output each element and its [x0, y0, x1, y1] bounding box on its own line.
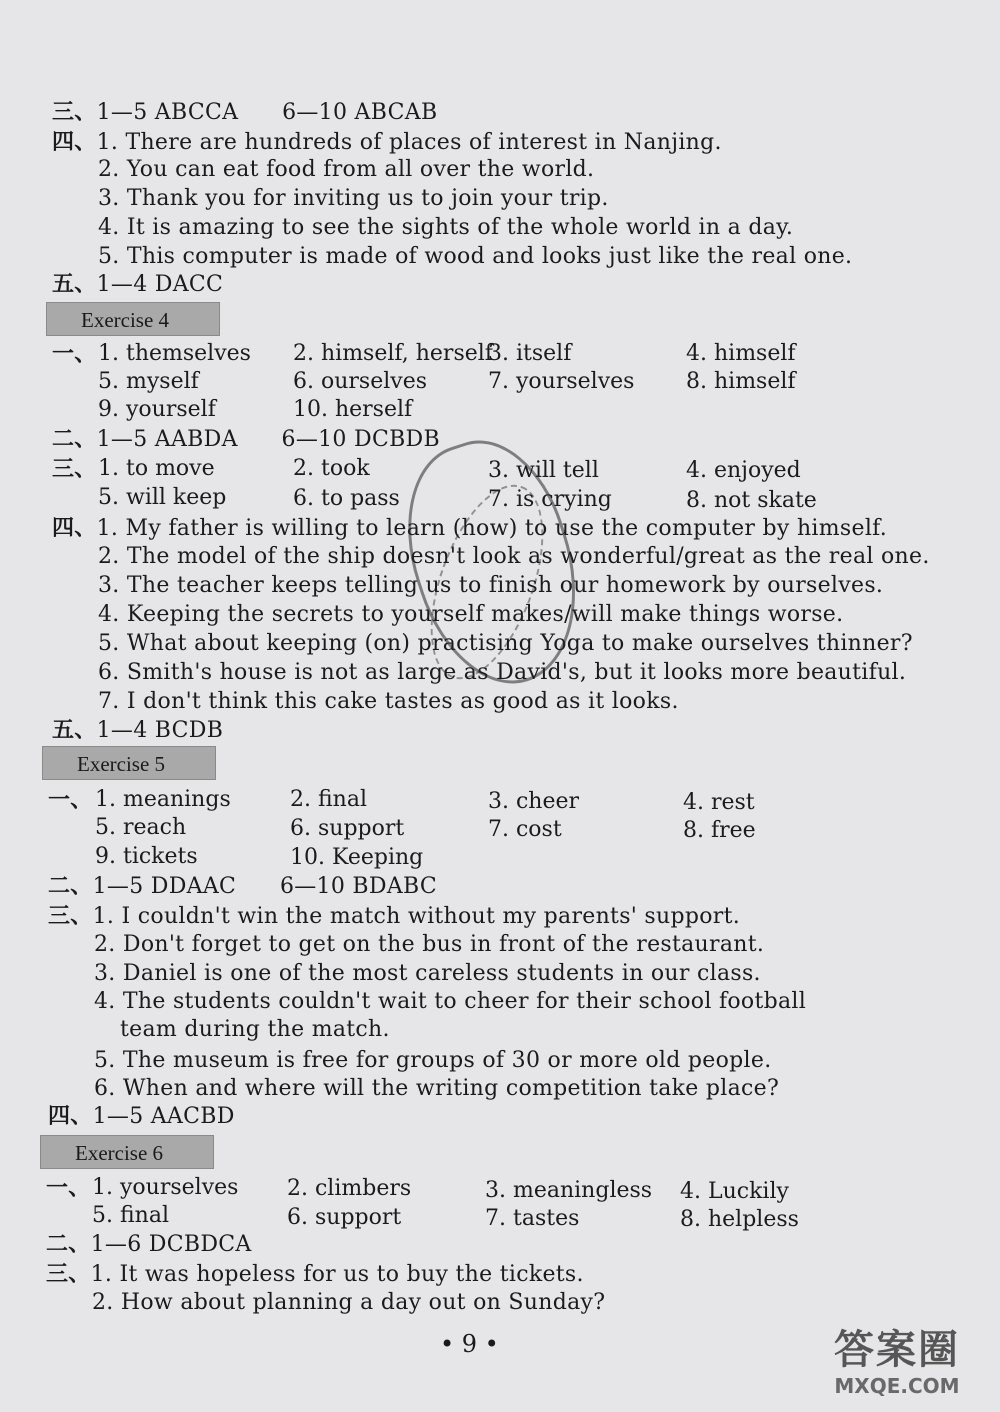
answer-cell: 6. to pass	[293, 486, 400, 511]
answer-cell: 1. to move	[98, 456, 215, 481]
sentence-item: 三、1. It was hopeless for us to buy the tickets.	[46, 1261, 584, 1287]
section-num: 一、	[48, 787, 93, 813]
sentence-item-continued: team during the match.	[120, 1017, 390, 1042]
sentence-item: 4. The students couldn't wait to cheer for their school football	[94, 989, 807, 1014]
answer-cell: 4. enjoyed	[686, 458, 801, 483]
rewrite-item: 6. Smith's house is not as large as David's, but it looks more beautiful.	[98, 660, 907, 685]
sentence-item: 3. Daniel is one of the most careless students in our class.	[94, 961, 761, 986]
answer-cell: 8. helpless	[680, 1207, 799, 1232]
answer-cell: 9. tickets	[95, 844, 198, 869]
answer-cell: 6. support	[290, 816, 405, 841]
answer-cell: 1. yourselves	[92, 1175, 239, 1200]
sentence-item: 5. The museum is free for groups of 30 or more old people.	[94, 1048, 772, 1073]
rewrite-item: 5. What about keeping (on) practising Yoga to make ourselves thinner?	[98, 631, 913, 656]
answer-cell: 1. meanings	[95, 787, 231, 812]
answer-cell: 1. themselves	[98, 341, 251, 366]
section-2-answers: 二、1—5 DDAAC 6—10 BDABC	[48, 873, 438, 899]
exercise-4-heading: Exercise 4	[46, 302, 220, 336]
answer-cell: 8. not skate	[686, 488, 817, 513]
answer-cell: 9. yourself	[98, 397, 216, 422]
answer-cell: 2. took	[293, 456, 370, 481]
sentence-item: 三、1. I couldn't win the match without my parents' support.	[48, 903, 741, 929]
answer-cell: 7. yourselves	[488, 369, 635, 394]
exercise-5-heading: Exercise 5	[42, 746, 216, 780]
answer-cell: 8. free	[683, 818, 756, 843]
section-4-item: 四、1. There are hundreds of places of interest in Nanjing.	[52, 129, 722, 155]
answer-cell: 7. tastes	[485, 1206, 580, 1231]
answer-cell: 7. is crying	[488, 487, 612, 512]
page-number: • 9 •	[440, 1330, 499, 1358]
rewrite-item: 2. The model of the ship doesn't look as wonderful/great as the real one.	[98, 544, 930, 569]
answer-cell: 6. support	[287, 1205, 402, 1230]
rewrite-item: 7. I don't think this cake tastes as good as it looks.	[98, 689, 679, 714]
answer-cell: 3. cheer	[488, 789, 580, 814]
answer-cell: 5. will keep	[98, 485, 227, 510]
rewrite-item: 四、1. My father is willing to learn (how) to use the computer by himself.	[52, 515, 888, 541]
section-num: 一、	[52, 341, 97, 367]
answer-cell: 3. itself	[488, 341, 572, 366]
sentence-item: 2. Don't forget to get on the bus in front of the restaurant.	[94, 932, 765, 957]
answer-cell: 6. ourselves	[293, 369, 427, 394]
section-5-answers: 五、1—4 DACC	[52, 271, 224, 297]
section-2-answers: 二、1—5 AABDA 6—10 DCBDB	[52, 426, 440, 452]
section-5-answers: 五、1—4 BCDB	[52, 717, 224, 743]
section-3-answers: 三、1—5 ABCCA 6—10 ABCAB	[52, 99, 438, 125]
answer-cell: 4. himself	[686, 341, 796, 366]
rewrite-item: 3. The teacher keeps telling us to finish our homework by ourselves.	[98, 573, 884, 598]
watermark-url: MXQE.COM	[834, 1374, 960, 1398]
answer-cell: 10. Keeping	[290, 845, 424, 870]
rewrite-item: 4. Keeping the secrets to yourself makes/will make things worse.	[98, 602, 844, 627]
section-num: 三、	[52, 456, 97, 482]
answer-cell: 10. herself	[293, 397, 413, 422]
answer-cell: 2. climbers	[287, 1176, 412, 1201]
section-4-answers: 四、1—5 AACBD	[48, 1103, 235, 1129]
answer-cell: 3. will tell	[488, 458, 599, 483]
answer-cell: 7. cost	[488, 817, 562, 842]
watermark-logo: 答案圈	[834, 1327, 960, 1373]
answer-cell: 5. myself	[98, 369, 199, 394]
answer-cell: 4. Luckily	[680, 1179, 789, 1204]
section-4-item: 3. Thank you for inviting us to join your trip.	[98, 186, 609, 211]
answer-cell: 2. final	[290, 787, 367, 812]
answer-cell: 3. meaningless	[485, 1178, 653, 1203]
answer-cell: 2. himself, herself	[293, 341, 493, 366]
answer-cell: 4. rest	[683, 790, 755, 815]
section-4-item: 4. It is amazing to see the sights of the whole world in a day.	[98, 215, 794, 240]
section-4-item: 5. This computer is made of wood and looks just like the real one.	[98, 244, 853, 269]
site-watermark	[802, 1326, 992, 1406]
exercise-6-heading: Exercise 6	[40, 1135, 214, 1169]
sentence-item: 2. How about planning a day out on Sunday?	[92, 1290, 606, 1315]
answer-cell: 5. final	[92, 1203, 169, 1228]
section-num: 一、	[46, 1175, 91, 1201]
section-2-answers: 二、1—6 DCBDCA	[46, 1231, 252, 1257]
section-4-item: 2. You can eat food from all over the world.	[98, 157, 595, 182]
answer-cell: 8. himself	[686, 369, 796, 394]
answer-cell: 5. reach	[95, 815, 187, 840]
sentence-item: 6. When and where will the writing competition take place?	[94, 1076, 780, 1101]
